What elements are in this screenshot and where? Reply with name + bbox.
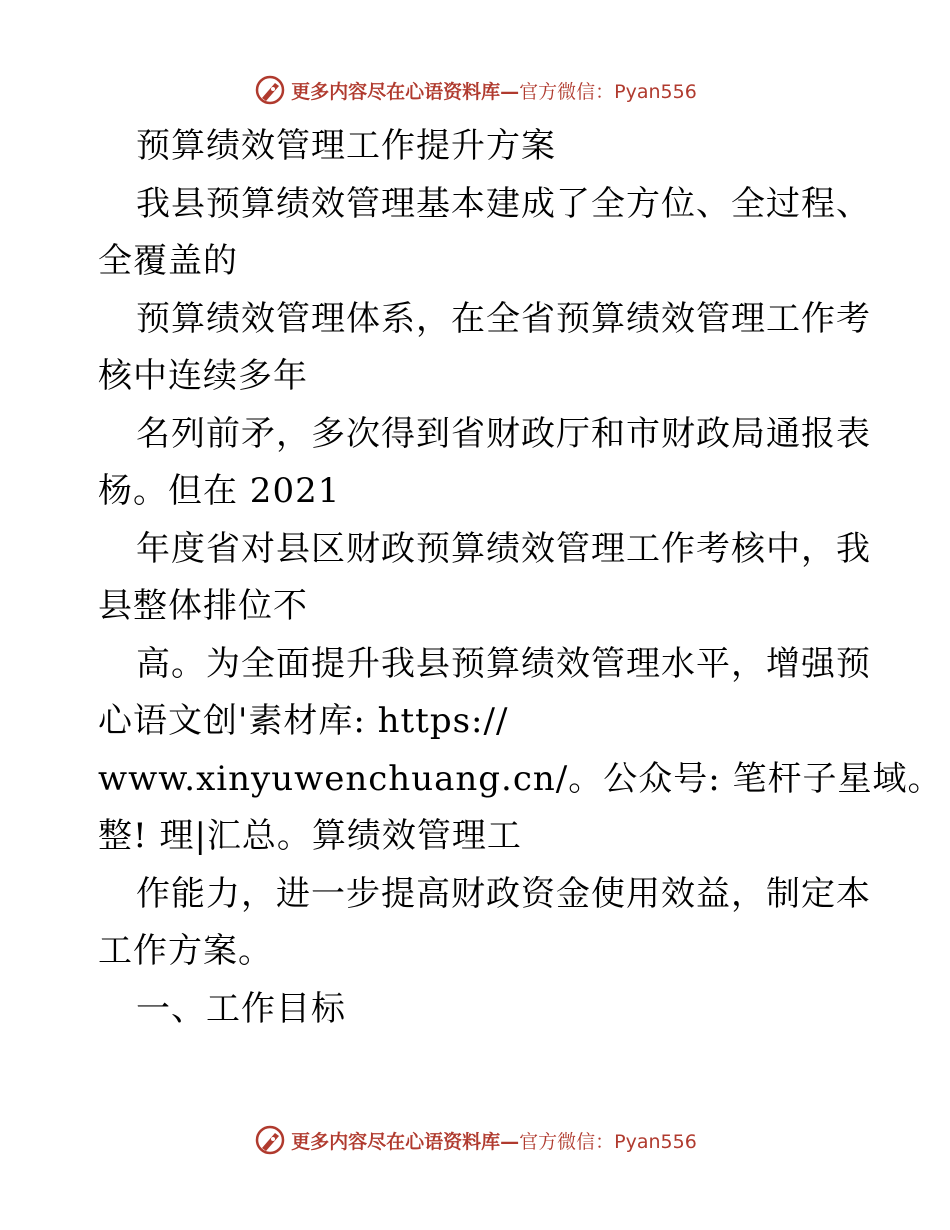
text-line: 心语文创'素材库: https:// — [98, 701, 509, 741]
pen-logo-icon — [253, 1123, 287, 1157]
text-line: www.xinyuwenchuang.cn/。公众号: 笔杆子星域。 — [98, 758, 943, 799]
document-body — [98, 118, 943, 1038]
banner-wechat: 官方微信：Pyan556 — [519, 80, 697, 103]
section-heading: 一、工作目标 — [136, 988, 346, 1029]
banner-text: 更多内容尽在心语资料库— — [291, 1130, 520, 1153]
text-line: 整! 理|汇总。算绩效管理工 — [98, 816, 522, 856]
text-line: 核中连续多年 — [98, 356, 308, 396]
document-title: 预算绩效管理工作提升方案 — [136, 126, 556, 166]
pen-logo-icon — [253, 73, 287, 107]
text-line: 全覆盖的 — [98, 241, 238, 281]
text-line: 县整体排位不 — [98, 586, 308, 626]
text-line: 年度省对县区财政预算绩效管理工作考核中，我 — [136, 528, 871, 569]
text-line: 预算绩效管理体系，在全省预算绩效管理工作考 — [136, 298, 871, 339]
footer-watermark-banner — [0, 1120, 950, 1160]
text-line: 工作方案。 — [98, 931, 273, 971]
text-line: 我县预算绩效管理基本建成了全方位、全过程、 — [136, 183, 871, 224]
text-line: 杨。但在 2021 — [98, 471, 341, 511]
text-line: 高。为全面提升我县预算绩效管理水平，增强预 — [136, 643, 871, 684]
header-watermark-banner — [0, 70, 950, 110]
banner-text: 更多内容尽在心语资料库— — [291, 80, 520, 103]
text-line: 名列前矛，多次得到省财政厅和市财政局通报表 — [136, 413, 871, 454]
banner-wechat: 官方微信：Pyan556 — [519, 1130, 697, 1153]
text-line: 作能力，进一步提高财政资金使用效益，制定本 — [136, 873, 871, 914]
